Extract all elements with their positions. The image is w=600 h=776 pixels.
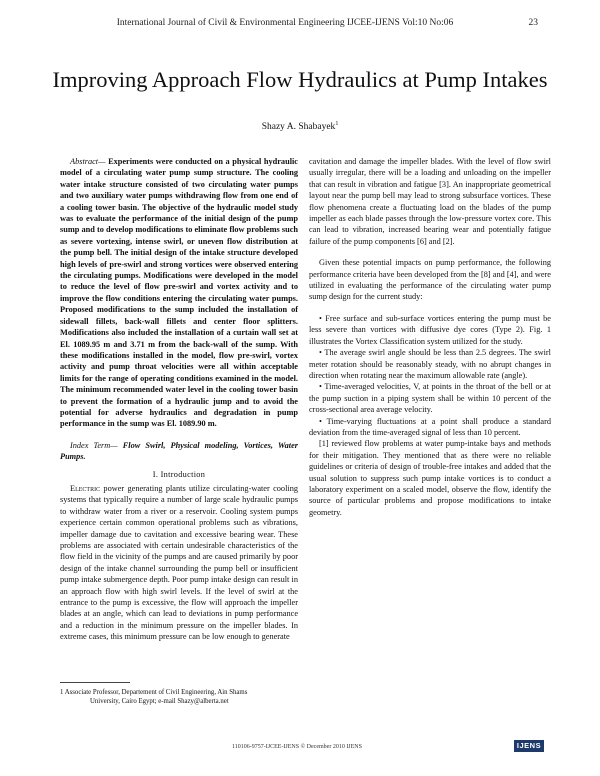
right-paragraph-1: cavitation and damage the impeller blades. With the level of flow swirl usually irregular, there will be a loading and unloading on the impeller that can result in vibration and fatigue [3]. An inappropriate geometrical layout near the pump bell may lead to strong subsurface vortices. These flow phenomena create a fluctuating load on the blades of the pump impeller as each blade passes through the low-pressure vortex core. This can lead to vibration, increased bearing wear and potentially fatigue failure of the pump components [6] and [2].	[309, 157, 551, 246]
right-column	[309, 156, 551, 518]
index-terms-text: Flow Swirl, Physical modeling, Vortices, Water Pumps.	[60, 440, 298, 462]
introduction-text: power generating plants utilize circulating-water cooling systems that typically require a number of large scale hydraulic pumps to withdraw water from a river or a reservoir. Cooling system pumps experience certain common operational problems such as vibrations, impeller damage due to cavitation and excessive bearing wear. These problems are associated with certain undesirable characteristics of the flow field in the vicinity of the pumps and are caused primarily by poor design of the intake channel surrounding the pump bell or insufficient pump intake submergence depth. Poor pump intake design can result in an approach flow with high swirl levels. If the level of swirl at the entrance to the pump is excessive, the flow will approach the impeller blades at an angle, which can lead to deviations in pump performance and a reduction in the minimum pressure on the impeller blades. In extreme cases, this minimum pressure can be low enough to generate	[60, 483, 298, 642]
abstract-text: Experiments were conducted on a physical hydraulic model of a circulating water pump sump structure. The cooling water intake structure consisted of two circulating water pumps and two auxiliary water pumps withdrawing flow from one end of a cooling tower basin. The objective of the hydraulic model study was to evaluate the performance of the initial design of the pump sump and to develop modifications to eliminate flow problems such as severe vortexing, intense swirl, or uneven flow distribution at the pump bell. The initial design of the intake structure developed high levels of pre-swirl and strong vortices were observed entering the circulating pumps. Modifications were developed in the model to reduce the level of flow pre-swirl and vortex activity and to improve the flow conditions entering the circulating water pumps. Proposed modifications to the sump included the installation of sidewall fillets, back-wall fillets and center floor splitters. Modifications also included the installation of a curtain wall set at El. 1089.95 m and 3.71 m from the back-wall of the sump. With these modifications installed in the model, flow pre-swirl, vortex activity and pump throat velocities were all within acceptable limits for the range of operating conditions examined in the model. The minimum recommended water level in the cooling tower basin to prevent the formation of a hydraulic jump and to avoid the potential for adverse hydraulics and degradation in pump performance in the sump was El. 1089.90 m.	[60, 157, 298, 429]
section-heading-introduction: I. Introduction	[152, 469, 206, 479]
left-column	[60, 156, 298, 643]
criteria-bullet-2: • The average swirl angle should be less than 2.5 degrees. The swirl meter rotation should be reasonably steady, with no abrupt changes in direction when rotating near the maximum allowable rate (angle).	[309, 348, 551, 380]
footnote-divider	[60, 682, 130, 683]
author-footnote	[60, 688, 298, 706]
footnote-line-2: University, Cairo Egypt; e-mail Shazy@alberta.net	[90, 698, 229, 705]
introduction-dropcap: Electric	[70, 483, 101, 493]
footnote-line-1: 1 Associate Professor, Departement of Civil Engineering, Ain Shams	[60, 689, 248, 696]
abstract	[60, 156, 298, 430]
page-footer	[0, 741, 600, 758]
index-terms	[60, 440, 298, 463]
criteria-bullet-1: • Free surface and sub-surface vortices entering the pump must be less severe than vortices with diffusive dye cores (Type 2). Fig. 1 illustrates the Vortex Classification system utilized for the study.	[309, 313, 551, 346]
introduction-paragraph	[60, 483, 298, 643]
page-number: 23	[528, 18, 538, 28]
index-terms-lead: Index Term—	[70, 440, 118, 450]
paper-title: Improving Approach Flow Hydraulics at Pump Intakes	[52, 67, 548, 92]
ijens-logo: IJENS	[514, 740, 544, 752]
criteria-bullet-4: • Time-varying fluctuations at a point shall produce a standard deviation from the time-averaged signal of less than 10 percent.	[309, 416, 551, 437]
author-footnote-marker: 1	[335, 121, 339, 127]
abstract-lead: Abstract—	[70, 157, 106, 166]
journal-name: International Journal of Civil & Environmental Engineering IJCEE-IJENS Vol:10 No:06	[116, 18, 454, 28]
criteria-bullet-3: • Time-averaged velocities, V, at points in the throat of the bell or at the pump suction in a piping system shall be within 10 percent of the cross-sectional area average velocity.	[309, 382, 551, 415]
right-paragraph-2: Given these potential impacts on pump performance, the following performance criteria have been developed from the [8] and [4], and were utilized in evaluating the performance of the circulating water pump sump design for the current study:	[309, 258, 551, 302]
author-name: Shazy A. Shabayek	[261, 122, 336, 133]
running-header	[62, 18, 538, 34]
copyright-line: 110106-9757-IJCEE-IJENS © December 2010 IJENS	[232, 744, 362, 750]
right-paragraph-3: [1] reviewed flow problems at water pump-intake bays and methods for their mitigation. They mentioned that as there were no reliable guidelines or criteria of design of trouble-free intakes and added that the usual solution to suppress such pump intake vortices is to conduct a laboratory experiment on a scaled model, observe the flow, identify the source of particular problems and propose modifications to intake geometry.	[309, 439, 551, 517]
author-line	[0, 121, 600, 132]
